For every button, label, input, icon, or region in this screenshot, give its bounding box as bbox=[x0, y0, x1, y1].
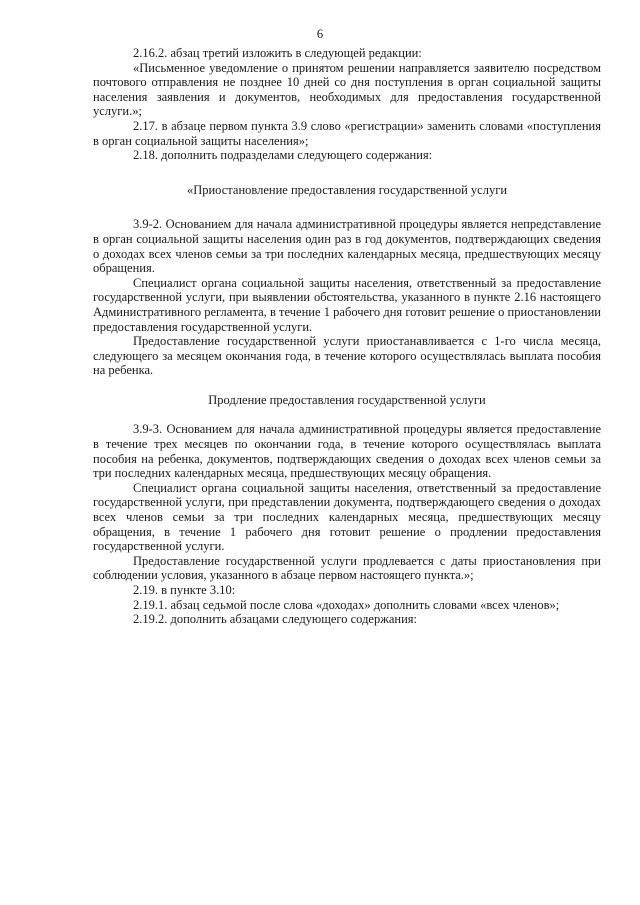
paragraph-2-16-2: 2.16.2. абзац третий изложить в следующей редакции: bbox=[133, 46, 422, 60]
paragraph-suspension-date: Предоставление государственной услуги приостанавливается с 1-го числа месяца, следующего за месяцем окончания года, в течение которого осуществлялась выплата пособия на ребенка. bbox=[93, 334, 601, 378]
paragraph-2-19-2: 2.19.2. дополнить абзацами следующего содержания: bbox=[133, 612, 418, 627]
document-body bbox=[93, 46, 601, 627]
section-heading-extension: Продление предоставления государственной услуги bbox=[208, 392, 486, 407]
spacer bbox=[93, 197, 601, 217]
paragraph-2-18: 2.18. дополнить подразделами следующего содержания: bbox=[133, 148, 433, 163]
spacer bbox=[93, 163, 601, 183]
paragraph-specialist-extension: Специалист органа социальной защиты населения, ответственный за предоставление государственной услуги, при представлении документа, подтверждающего сведения о доходах всех членов семьи за три последних календарных месяца, предшествующих месяцу обращения, в течение 1 рабочего дня готовит решение о продлении предоставления государственной услуги. bbox=[93, 480, 601, 554]
section-heading-suspension: «Приостановление предоставления государственной услуги bbox=[186, 182, 508, 197]
paragraph-quote-notification: «Письменное уведомление о принятом решении направляется заявителю посредством почтового отправления не позднее 10 дней со дня поступления в орган социальной защиты населения заявления и документов, необходимых для предоставления государственной услуги.»; bbox=[93, 60, 601, 119]
paragraph-specialist-suspension: Специалист органа социальной защиты населения, ответственный за предоставление государственной услуги, при выявлении обстоятельства, указанного в пункте 2.16 настоящего Административного регламента, в течение 1 рабочего дня готовит решение о приостановлении предоставления государственной услуги. bbox=[93, 275, 601, 334]
paragraph-2-17: 2.17. в абзаце первом пункта 3.9 слово «регистрации» заменить словами «поступления в орган социальной защиты населения»; bbox=[93, 118, 601, 148]
paragraph-extension-date: Предоставление государственной услуги продлевается с даты приостановления при соблюдении условия, указанного в абзаце первом настоящего пункта.»; bbox=[93, 553, 601, 583]
paragraph-3-9-2: 3.9-2. Основанием для начала административной процедуры является непредставление в орган социальной защиты населения один раз в год документов, подтверждающих сведения о доходах всех членов семьи за три последних календарных месяца, предшествующих месяцу обращения. bbox=[93, 217, 601, 276]
paragraph-3-9-3: 3.9-3. Основанием для начала административной процедуры является предоставление в течение трех месяцев по окончании года, в течение которого осуществлялась выплата пособия на ребенка, документов, подтверждающих сведения о доходах всех членов семьи за три последних календарных месяца, предшествующих месяцу обращения. bbox=[93, 422, 601, 481]
spacer bbox=[93, 407, 601, 422]
paragraph-2-19: 2.19. в пункте 3.10: bbox=[133, 583, 236, 597]
page-number: 6 bbox=[316, 27, 324, 41]
spacer bbox=[93, 378, 601, 393]
paragraph-2-19-1: 2.19.1. абзац седьмой после слова «доходах» дополнить словами «всех членов»; bbox=[133, 597, 560, 612]
